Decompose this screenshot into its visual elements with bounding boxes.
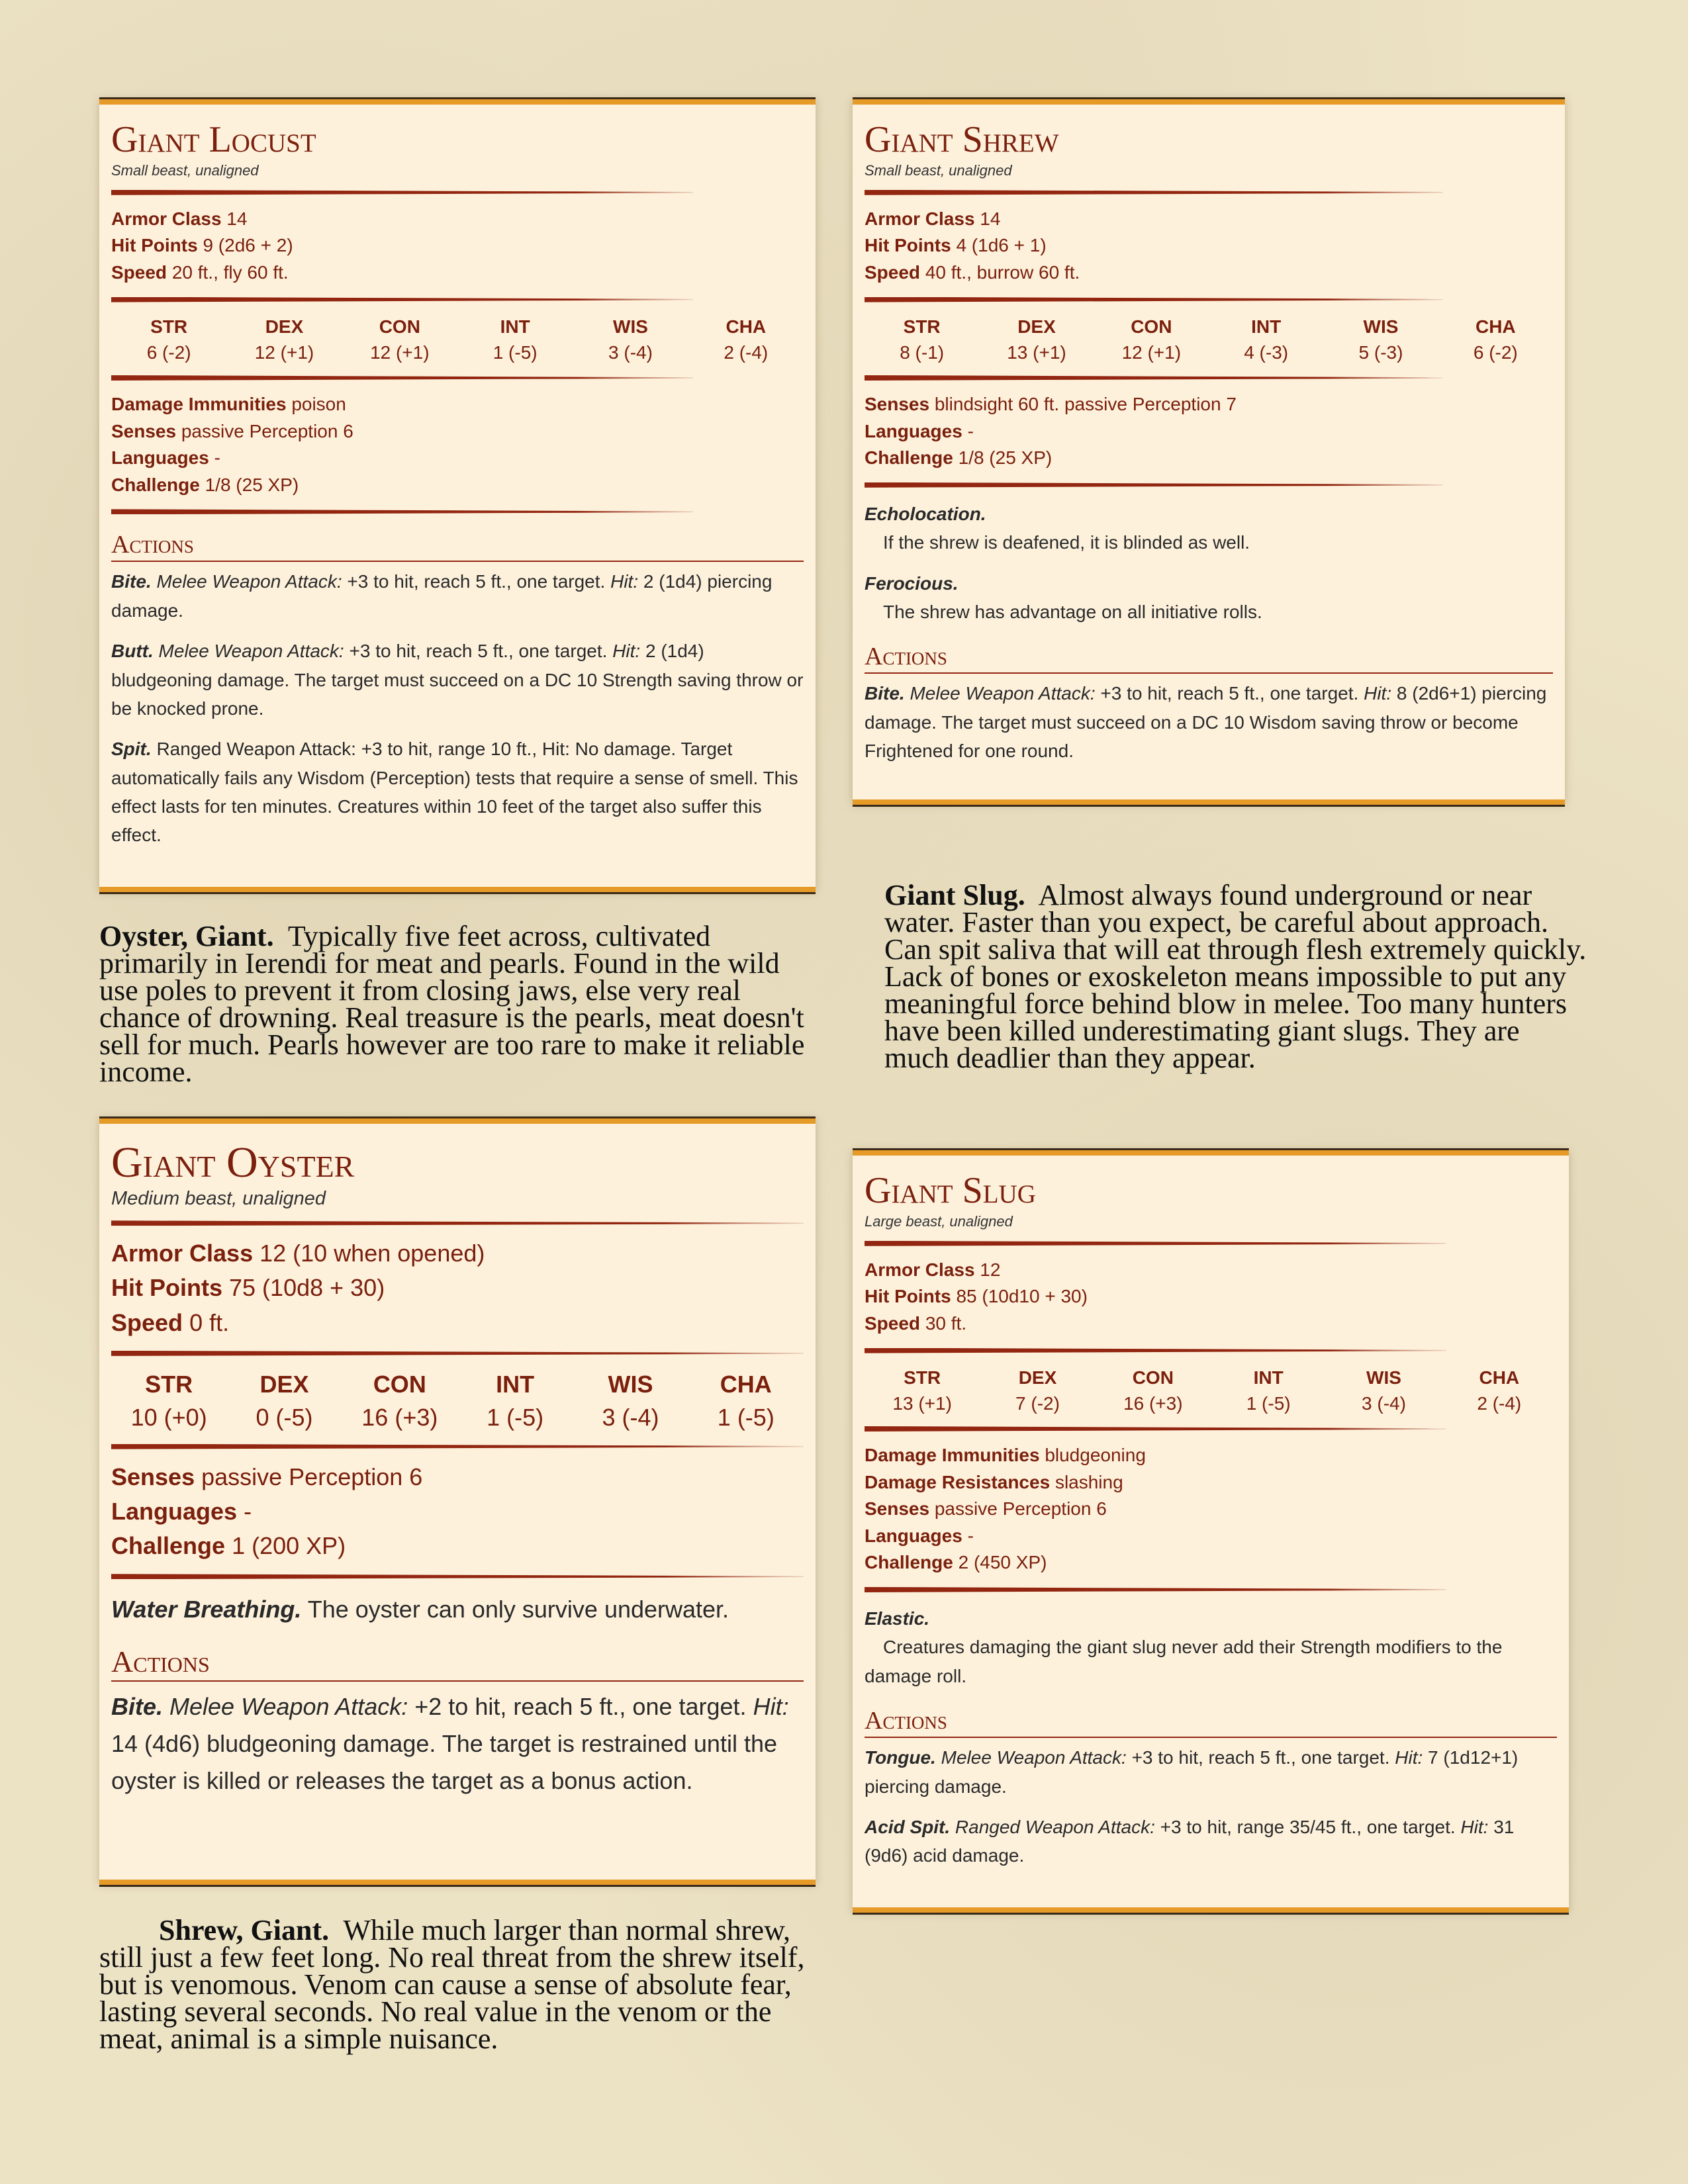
damage-immunities: Damage Immunities bludgeoning <box>865 1444 1146 1465</box>
divider <box>111 190 693 195</box>
divider <box>111 1220 804 1226</box>
trait-water-breathing: Water Breathing. The oyster can only survive underwater. <box>111 1596 729 1623</box>
senses: Senses passive Perception 6 <box>111 1463 423 1490</box>
divider <box>111 1351 804 1356</box>
divider <box>111 1444 804 1449</box>
actions-heading: Actions <box>111 1644 804 1682</box>
lore-slug <box>884 879 1587 1074</box>
trait-ferocious: Ferocious. The shrew has advantage on all initiative rolls. <box>865 572 1262 622</box>
divider <box>865 297 1443 302</box>
lore-title: Oyster, Giant. <box>99 920 274 952</box>
languages: Languages - <box>111 447 220 469</box>
action-bite: Bite. Melee Weapon Attack: +2 to hit, reach 5 ft., one target. Hit: 14 (4d6) bludgeoning damage. The target is restrained until the oyster is killed or releases the target as a bonus action. <box>111 1693 789 1794</box>
armor-class: Armor Class 12 <box>865 1259 1001 1280</box>
challenge: Challenge 1 (200 XP) <box>111 1532 346 1560</box>
statblock-giant-slug <box>853 1150 1569 1913</box>
divider <box>865 1241 1446 1246</box>
ability-scores: STR 10 (+0) DEX 0 (-5) CON 16 (+3) INT 1 (-5) WIS 3 (-4) CHA 1 (-5) <box>130 1370 774 1431</box>
lore-title: Shrew, Giant. <box>159 1914 330 1946</box>
damage-resistances: Damage Resistances slashing <box>865 1471 1123 1492</box>
action-bite: Bite. Melee Weapon Attack: +3 to hit, reach 5 ft., one target. Hit: 8 (2d6+1) piercing damage. The target must succeed on a DC 10 Wisdom saving throw or become Frightened for one round. <box>865 683 1547 762</box>
damage-immunities: Damage Immunities poison <box>111 393 346 414</box>
languages: Languages - <box>865 420 974 441</box>
armor-class: Armor Class 14 <box>865 208 1001 229</box>
senses: Senses blindsight 60 ft. passive Perception 7 <box>865 393 1237 414</box>
divider <box>111 375 693 381</box>
languages: Languages - <box>865 1525 974 1546</box>
ability-scores: STR 8 (-1) DEX 13 (+1) CON 12 (+1) INT 4 (-3) WIS 5 (-3) CHA 6 (-2) <box>900 316 1518 363</box>
monster-name: Giant Oyster <box>111 1138 355 1187</box>
monster-type: Large beast, unaligned <box>865 1212 1013 1230</box>
lore-oyster <box>99 920 814 1088</box>
ability-scores: STR 6 (-2) DEX 12 (+1) CON 12 (+1) INT 1 (-5) WIS 3 (-4) CHA 2 (-4) <box>146 316 769 363</box>
divider <box>865 482 1443 488</box>
action-spit: Spit. Ranged Weapon Attack: +3 to hit, range 10 ft., Hit: No damage. Target automatically fails any Wisdom (Perception) tests that require a sense of smell. This effect lasts for ten minutes. Creatures within 10 feet of the target also suffer this effect. <box>111 739 798 846</box>
divider <box>111 1574 804 1579</box>
trait-echolocation: Echolocation. If the shrew is deafened, it is blinded as well. <box>865 503 1250 553</box>
challenge: Challenge 2 (450 XP) <box>865 1552 1047 1573</box>
action-bite: Bite. Melee Weapon Attack: +3 to hit, reach 5 ft., one target. Hit: 2 (1d4) piercing damage. <box>111 571 773 621</box>
action-tongue: Tongue. Melee Weapon Attack: +3 to hit, reach 5 ft., one target. Hit: 7 (1d12+1) piercing damage. <box>865 1747 1519 1797</box>
ability-scores: STR 13 (+1) DEX 7 (-2) CON 16 (+3) INT 1 (-5) WIS 3 (-4) CHA 2 (-4) <box>892 1367 1522 1414</box>
lore-title: Giant Slug. <box>884 879 1025 911</box>
action-butt: Butt. Melee Weapon Attack: +3 to hit, reach 5 ft., one target. Hit: 2 (1d4) bludgeoning damage. The target must succeed on a DC 10 Strength saving throw or be knocked prone. <box>111 641 804 719</box>
divider <box>865 1587 1446 1592</box>
languages: Languages - <box>111 1497 252 1525</box>
actions-heading: Actions <box>111 530 804 562</box>
monster-type: Medium beast, unaligned <box>111 1188 326 1210</box>
monster-type: Small beast, unaligned <box>865 161 1012 179</box>
lore-text: Typically five feet across, cultivated primarily in Ierendi for meat and pearls. Found in the wild use poles to prevent it from closing jaws, else very real chance of drowning. Real treasure is the pearls, meat doesn't sell for much. Pearls however are too rare to make it reliable income. <box>99 920 805 1088</box>
trait-elastic: Elastic. Creatures damaging the giant slug never add their Strength modifiers to the damage roll. <box>865 1608 1503 1686</box>
monster-name: Giant Slug <box>865 1170 1036 1211</box>
senses: Senses passive Perception 6 <box>111 420 353 441</box>
speed: Speed 40 ft., burrow 60 ft. <box>865 261 1080 283</box>
actions-heading: Actions <box>865 1706 1557 1738</box>
statblock-giant-locust <box>99 99 816 892</box>
speed: Speed 0 ft. <box>111 1308 230 1336</box>
monster-type: Small beast, unaligned <box>111 161 259 179</box>
divider <box>865 1348 1446 1353</box>
hit-points: Hit Points 9 (2d6 + 2) <box>111 235 293 256</box>
challenge: Challenge 1/8 (25 XP) <box>111 474 299 495</box>
lore-text: Almost always found underground or near water. Faster than you expect, be careful about approach. Can spit saliva that will eat through flesh extremely quickly. Lack of bones or exoskeleton means impossible to put any meaningful force behind blow in melee. Too many hunters have been killed underestimating giant slugs. They are much deadlier than they appear. <box>884 879 1587 1074</box>
action-acid-spit: Acid Spit. Ranged Weapon Attack: +3 to hit, range 35/45 ft., one target. Hit: 31 (9d6) acid damage. <box>865 1816 1515 1866</box>
monster-name: Giant Shrew <box>865 119 1059 160</box>
divider <box>865 190 1443 195</box>
statblock-giant-shrew <box>853 99 1565 805</box>
speed: Speed 20 ft., fly 60 ft. <box>111 261 289 283</box>
divider <box>111 509 693 514</box>
hit-points: Hit Points 4 (1d6 + 1) <box>865 235 1047 256</box>
monster-name: Giant Locust <box>111 119 316 160</box>
divider <box>865 375 1443 381</box>
hit-points: Hit Points 85 (10d10 + 30) <box>865 1286 1088 1307</box>
challenge: Challenge 1/8 (25 XP) <box>865 447 1053 469</box>
lore-shrew <box>99 1914 814 2055</box>
senses: Senses passive Perception 6 <box>865 1498 1107 1520</box>
armor-class: Armor Class 12 (10 when opened) <box>111 1240 485 1267</box>
speed: Speed 30 ft. <box>865 1312 967 1334</box>
divider <box>111 297 693 302</box>
hit-points: Hit Points 75 (10d8 + 30) <box>111 1274 385 1302</box>
actions-heading: Actions <box>865 642 1553 674</box>
armor-class: Armor Class 14 <box>111 208 248 229</box>
statblock-giant-oyster <box>99 1118 816 1885</box>
lore-text: While much larger than normal shrew, still just a few feet long. No real threat from the shrew itself, but is venomous. Venom can cause a sense of absolute fear, lasting several seconds. No real value in the venom or the meat, animal is a simple nuisance. <box>99 1914 805 2055</box>
divider <box>865 1426 1446 1432</box>
